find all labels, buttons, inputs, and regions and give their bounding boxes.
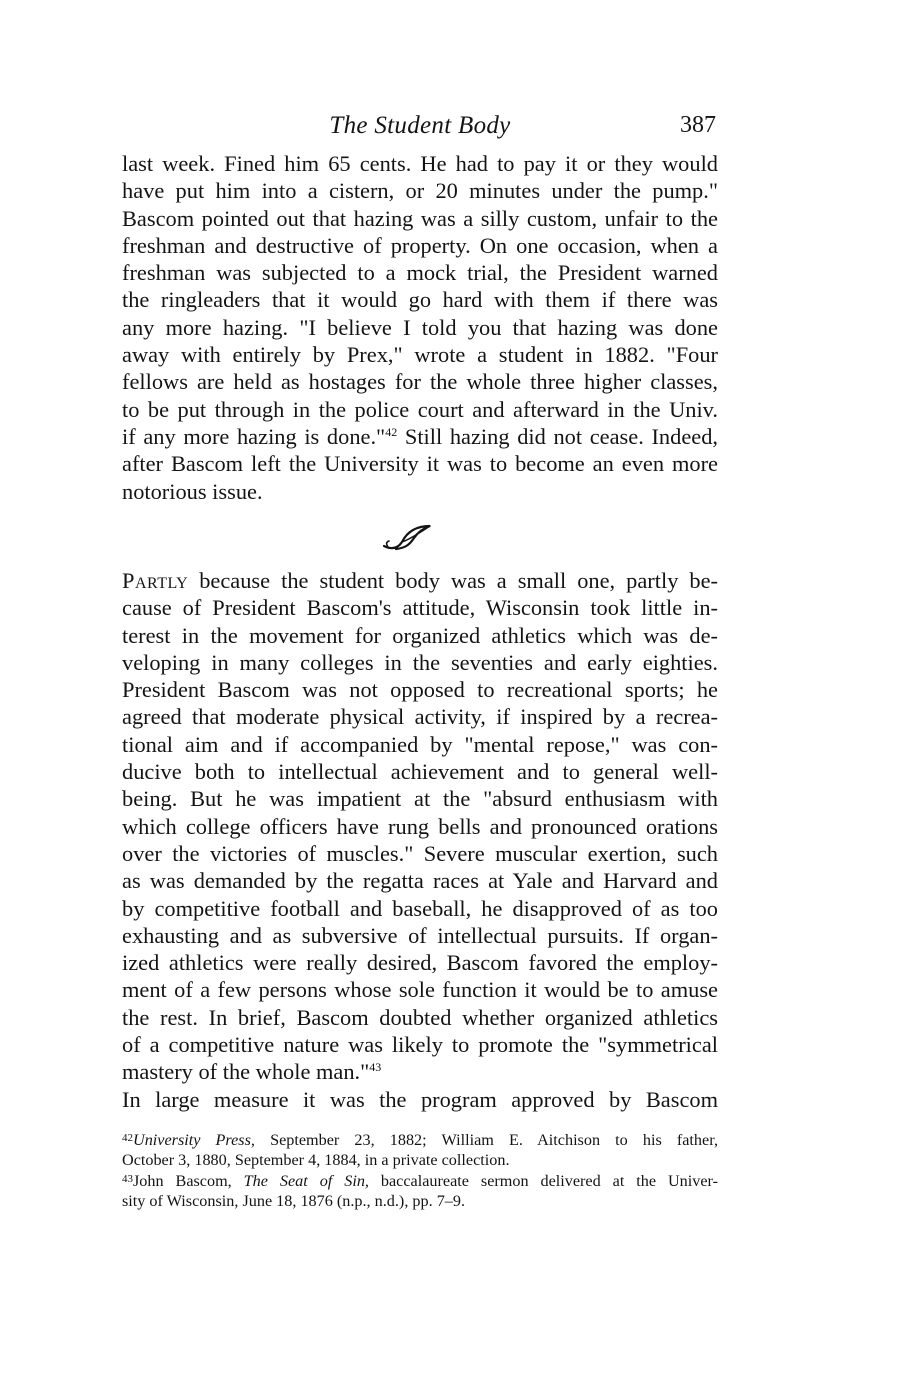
text-line: exhausting and as subversive of intellectual pursuits. If organ- [122,922,718,948]
text-line: after Bascom left the University it was to become an even more [122,451,718,477]
text-line: veloping in many colleges in the seventies and early eighties. [122,649,718,675]
text-line: the ringleaders that it would go hard with them if there was [122,287,718,313]
text-fragment: because the student body was a small one, partly be- [188,568,718,593]
text-line: last week. Fined him 65 cents. He had to pay it or they would [122,151,718,176]
text-line [122,423,718,450]
text-line [122,1058,718,1085]
leaf-ornament-icon [378,520,438,554]
text-line: as was demanded by the regatta races at Yale and Harvard and [122,868,718,894]
text-line: being. But he was impatient at the "absurd enthusiasm with [122,786,718,812]
text-line: ized athletics were really desired, Bascom favored the employ- [122,950,718,976]
footnote-italic: University Press, [133,1131,255,1149]
footnote-ref-43: 43 [369,1060,382,1075]
text-line: which college officers have rung bells and pronounced orations [122,813,718,839]
text-line: ducive both to intellectual achievement and to general well- [122,759,718,785]
running-title: The Student Body [329,112,511,139]
text-line: freshman and destructive of property. On one occasion, when a [122,232,718,258]
text-line: by competitive football and baseball, he disapproved of as too [122,895,718,921]
text-fragment: if any more hazing is done." [122,423,386,449]
footnote-mark: 42 [122,1132,133,1144]
text-line: the rest. In brief, Bascom doubted whether organized athletics [122,1004,718,1030]
text-fragment: Still hazing did not cease. Indeed, [397,423,718,449]
lead-smallcaps: Partly [122,568,189,593]
text-line: to be put through in the police court and afterward in the Univ. [122,396,718,422]
text-line: fellows are held as hostages for the whole three higher classes, [122,369,718,395]
text-line: tional aim and if accompanied by "mental repose," was con- [122,731,718,757]
footnote-42-cont: October 3, 1880, September 4, 1884, in a private collection. [122,1150,510,1169]
footnote-italic: The Seat of Sin, [243,1172,369,1191]
text-line: terest in the movement for organized athletics which was de- [122,622,718,648]
paragraph-3-line [122,1086,718,1113]
text-line: any more hazing. "I believe I told you that hazing was done [122,314,718,340]
text-line: of a competitive nature was likely to promote the "symmetrical [122,1032,718,1058]
text-line: notorious issue. [122,478,263,504]
footnote-43 [122,1170,718,1192]
footnote-ref-42: 42 [385,424,398,439]
text-line: ment of a few persons whose sole function it would be to amuse [122,977,718,1003]
text-line: away with entirely by Prex," wrote a student in 1882. "Four [122,342,718,368]
text-line: over the victories of muscles." Severe muscular exertion, such [122,840,718,866]
text-fragment: baccalaureate sermon delivered at the Univer- [368,1172,719,1191]
text-fragment: John Bascom, [133,1172,244,1191]
footnote-43-cont: sity of Wisconsin, June 18, 1876 (n.p., n.d.), pp. 7–9. [122,1191,466,1210]
text-line: President Bascom was not opposed to recreational sports; he [122,677,718,703]
text-fragment: September 23, 1882; William E. Aitchison to his father, [254,1131,718,1149]
text-line [122,567,718,594]
running-head [122,112,718,146]
paragraph-1 [122,150,718,505]
text-line: Bascom pointed out that hazing was a silly custom, unfair to the [122,205,718,231]
text-line: have put him into a cistern, or 20 minutes under the pump." [122,178,718,204]
text-line: cause of President Bascom's attitude, Wisconsin took little in- [122,595,718,621]
text-line: freshman was subjected to a mock trial, the President warned [122,260,718,286]
paragraph-2 [122,567,718,1113]
footnote-42 [122,1129,718,1151]
page-number: 387 [680,112,716,138]
footnotes [122,1129,718,1211]
footnote-mark: 43 [122,1173,133,1186]
text-fragment: In large measure it was the program approved by Bascom [122,1086,718,1112]
text-fragment: mastery of the whole man." [122,1059,370,1085]
text-line: agreed that moderate physical activity, if inspired by a recrea- [122,704,718,730]
